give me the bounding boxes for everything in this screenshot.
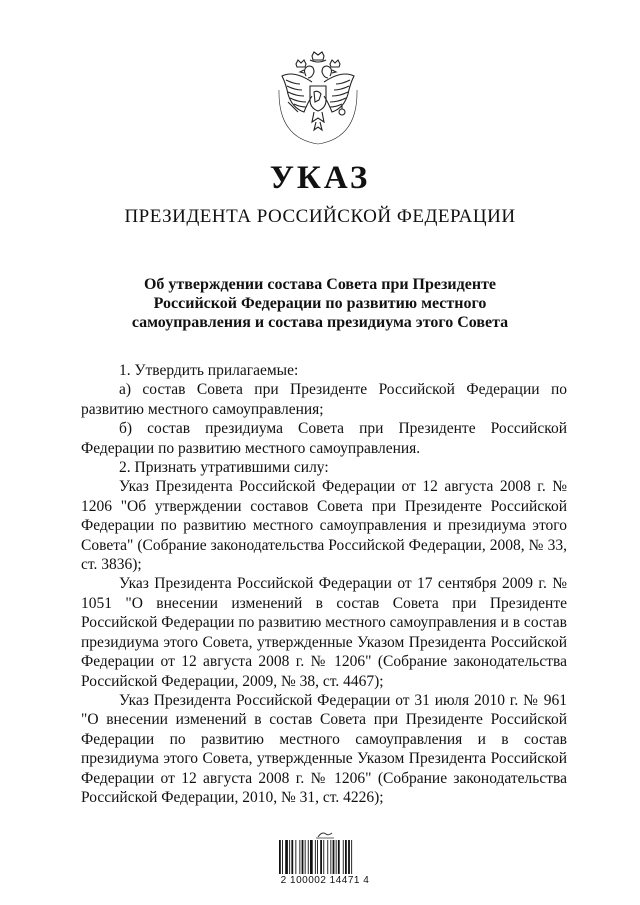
heading-line: самоуправления и состава президиума этого Совета xyxy=(131,314,509,331)
paragraph-repealed-decree-2010: Указ Президента Российской Федерации от 31 июля 2010 г. № 961 "О внесении изменений в состав Совета при Президенте Российской Федерации по развитию местного самоуправления и в состав президиума этого Совета, утвержденные Указом Президента Российской Федерации от 12 августа 2008 г. № 1206" (Собрание законодательства Российской Федерации, 2010, № 31, ст. 4226); xyxy=(81,691,567,806)
heading-line: Российской Федерации по развитию местного xyxy=(153,295,487,312)
paragraph-repealed-decree-2008: Указ Президента Российской Федерации от 12 августа 2008 г. № 1206 "Об утверждении составов Совета при Президенте Российской Федерации по развитию местного самоуправления и президиума этого Совета" (Собрание законодательства Российской Федерации, 2008, № 33, ст. 3836); xyxy=(81,478,567,574)
document-title: УКАЗ xyxy=(269,160,371,196)
paragraph-repealed-decree-2009: Указ Президента Российской Федерации от 17 сентября 2009 г. № 1051 "О внесении изменений в состав Совета при Президенте Российской Федерации по развитию местного самоуправления и в состав президиума этого Совета, утвержденные Указом Президента Российской Федерации от 12 августа 2008 г. № 1206" (Собрание законодательства Российской Федерации, 2009, № 38, ст. 4467); xyxy=(81,575,567,690)
paragraph-item-1: 1. Утвердить прилагаемые: xyxy=(119,362,299,379)
decree-heading xyxy=(0,275,640,332)
document-subtitle: ПРЕЗИДЕНТА РОССИЙСКОЙ ФЕДЕРАЦИИ xyxy=(124,206,516,227)
barcode-number: 2 100002 14471 4 xyxy=(280,875,370,886)
paragraph-item-1a: а) состав Совета при Президенте Российской Федерации по развитию местного самоуправления; xyxy=(81,381,567,418)
barcode-block xyxy=(270,830,380,892)
decree-body xyxy=(81,361,567,807)
paragraph-item-1b: б) состав президиума Совета при Президенте Российской Федерации по развитию местного самоуправления. xyxy=(81,420,567,457)
barcode-icon xyxy=(278,840,372,874)
coat-of-arms-emblem xyxy=(276,50,360,146)
heading-line: Об утверждении состава Совета при Президенте xyxy=(143,276,497,293)
printer-mark-icon xyxy=(270,830,380,839)
paragraph-item-2: 2. Признать утратившими силу: xyxy=(119,459,329,477)
